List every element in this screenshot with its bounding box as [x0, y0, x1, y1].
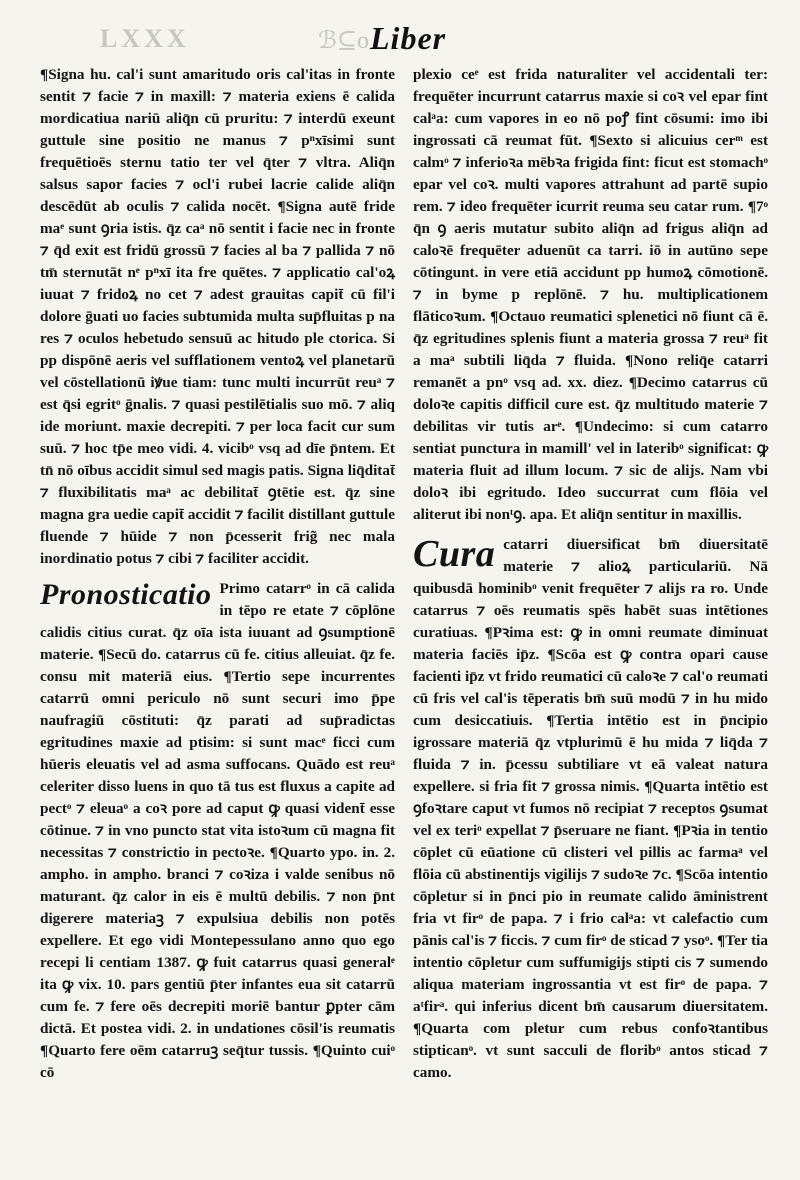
paragraph-complexio: plexio ceᵉ est frida naturaliter vel accidentali ter: frequēter incurrunt catarrus maxie si coꝛ vel epar fint calᵃa: cum vapores in eo nō poꝭ fint cōsumi: imo ibi ingrossati cā reumat fūt. ¶Sexto si alicuius cerᵐ est calmᵒ ⁊ inferioꝛa mēbꝛa frigida fint: ficut est stomachᵒ epar vel coꝛ. multi vapores attrahunt ad partē supio rem. ⁊ ideo frequēter icurrit reuma seu catar rum. ¶7ᵒ q̄n ꝯ aeris mutatur subito aliq̄n ad frigus aliq̄n ad caloꝛē frequēter aduenūt ca tarri. iō in autūno sepe cōtingunt. in vere etiā accidunt pp humoꝝ cōmotionē. ⁊ in byme p replōnē. ⁊ hu. multiplicationem flāticoꝛum. ¶Octauo reumatici splenetici nō fiunt cā ē. q̄z egritudines splenis fiunt a materia grossa ⁊ reuᵃ fit a maᵃ subtili liq̄da ⁊ fluida. ¶Nono reliq̄e catarri remanēt a pnᵒ vsq ad. xx. diez. ¶Decimo catarrus cū doloꝛe capitis difficil cure est. q̄z multitudo materie ⁊ debilitas vir tutis arᵉ. ¶Undecimo: si cum catarro sentiat punctura in mamill' vel in lateribᵒ significat: ꝙ materia fluit ad illum locum. ⁊ sic de alijs. Nam vbi doloꝛ ibi egritudo. Ideo succurrat cum flōia vel aliterut ibi nonᵗꝯ. apa. Et aliq̄n sentitur in maxillis. — [413, 66, 768, 523]
left-column — [40, 64, 395, 1084]
paragraph-pronosticatio — [40, 578, 395, 1084]
right-column — [413, 64, 768, 1084]
page-header — [0, 14, 800, 58]
running-title: Liber — [370, 20, 447, 56]
cura-text: catarri diuersificat bm̄ diuersitatē materie ⁊ alioꝝ particulariū. Nā quibusdā hominibᵒ venit frequēter ⁊ alijs ra ro. Unde catarrus ⁊ oēs reumatis spēs habēt suas intētiones curatiuas. ¶Pꝛima est: ꝙ in omni reumate diminuat materia faciēs ip̄z. ¶Scōa est ꝙ contra opari cause facienti ip̄z vt frido reumatici cū caloꝛe ⁊ cal'o reumati cū fris vel cal'is tēperatis bm̄ suū modū ⁊ in hu mido cum desiccatiuis. ¶Tertia intētio est in p̄ncipio igrossare materiā q̄z vtplurimū ē hu mida ⁊ liq̄da ⁊ fluida ⁊ in. p̄cessu subtiliare vt eā valeat natura expellere. si fria fit ⁊ grossa nimis. ¶Quarta intētio est ꝯfoꝛtare caput vt fumos nō recipiat ⁊ receptos ꝯsumat vel ex teriᵒ expellat ⁊ p̄seruare ne fiant. ¶Pꝛia in tentio cōplet cū eūatione cū clisteri vel pillis ac farmaᵃ vel flōia cū abstinentijs vigilijs ⁊ sudoꝛe ⁊c. ¶Scōa intentio cōpletur si in p̄nci pio in reumate calido āministrent fria vt firᵒ de papa. ⁊ i frio calᵃa: vt calefactio cum pānis cal'is ⁊ ficcis. ⁊ cum firᵒ de sticad ⁊ ysoᵒ. ¶Ter tia intentio cōpletur cum suffumigijs stipti cis ⁊ sumendo aliqua materiam ingrossantia vt est firᵒ de papa. ⁊ aᵗfirᵃ. qui inferius dicent bm̄ causarum diuersitatem. ¶Quarta com pletur cum rebus confoꝛtantibus stipticanᵒ. vt sunt sacculi de floribᵒ antos sticad ⁊ camo. — [413, 536, 768, 1081]
heading-pronosticatio: Pronosticatio — [40, 578, 212, 611]
paragraph-cura — [413, 534, 768, 1084]
paragraph-signa: ¶Signa hu. cal'i sunt amaritudo oris cal'itas in fronte sentit ⁊ facie ⁊ in maxill: ⁊ materia exiens ē calida mordicatiua nariū aliq̄n cū pruritu: ⁊ interdū exeunt guttule sine positio ne manus ⁊ pⁿxīsimi sunt frequētioēs sternu tatio ter vel q̄ter ⁊ vltra. Aliq̄n salsus sapor facies ⁊ ocl'i rubei lacrie calide aliq̄n descēdūt ab oculis ⁊ calida nocēt. ¶Signa autē fride maᵉ sunt ꝯria istis. q̄z caᵃ nō sentit i facie nec in fronte ⁊ q̄d exit est fridū grossū ⁊ facies al ba ⁊ pallida ⁊ nō tm̄ sternutāt nᵉ pⁿxī ita fre quētes. ⁊ applicatio cal'oꝝ iuuat ⁊ fridoꝝ no cet ⁊ adest grauitas capit̄ cū fil'i dolore ḡuati uo facies subtumida multa sup̄fluitas p na res ⁊ oculos hebetudo sensuū ac hitudo ple ctorica. Si pp dispōnē aeris vel sufflationem ventoꝝ vel planetarū vel cōstellationū iꝟue tiam: tunc multi incurrūt reuᵃ ⁊ est q̄si egritᵒ ḡnalis. ⁊ quasi pestilētialis suo mō. ⁊ aliq ide moriunt. maxie decrepiti. ⁊ per loca facit cur sum suū. ⁊ hoc tp̄e meo vidi. 4. vicibᵒ vsq ad dīe p̄ntem. Et tn̄ nō oībus accidit simul sed magis patis. Signa liq̄ditat̄ ⁊ fluxibilitatis maᵃ ac debilitat̄ ꝯtētie est. q̄z sine magna gra uedie capit̄ accidit ⁊ facilit distillant guttule fluende ⁊ hūide ⁊ non p̄cesserit frig̃ nec mala inordinatio potus ⁊ cibi ⁊ faciliter accidit. — [40, 66, 395, 567]
heading-cura: Cura — [413, 533, 496, 575]
bleedthrough-mark: ℬ⊆o — [318, 28, 369, 54]
section-gap — [40, 570, 395, 578]
bleedthrough-folio: LXXX — [100, 24, 190, 53]
pronosticatio-text: Primo catarrᵒ in cā calida in tēpo re etate ⁊ cōplōne calidis citius curat. q̄z oīa ista iuuant ad ꝯsumptionē materie. ¶Secū do. catarrus cū fe. citius alleuiat. q̄z fe. consu mit materiā eius. ¶Tertio sepe incurrentes catarrū omni periculo nō sunt securi imo p̄pe naufragiū cōstituti: q̄z parati ad sup̄radictas egritudines maxie ad ptisim: si sunt macᵉ ficci cum hūeris eleuatis vel ad asma suffocans. Quādo est reuᵃ celeriter disso luens in quo tā tus est fluxus a capite ad pectᵒ ⁊ eleuaᵒ a coꝛ pore ad caput ꝙ quasi vident̄ esse cōtinue. ⁊ in vno puncto stat vita istoꝛum cū magna fit necessitas ⁊ constrictio in pectoꝛe. ¶Quarto ypo. in. 2. ampho. in ampho. branci ⁊ coꝛiza i valde senibus nō maturant. q̄z calor in eis ē multū debilis. ⁊ non p̄nt digerere materiaꝫ ⁊ expulsiua debilis non potēs expellere. Et ego vidi Montepessulano anno quo ego recepi li centiam 1387. ꝙ fuit catarrus quasi generalᵉ ita ꝙ vix. 10. pars gentiū p̄ter infantes eua sit catarrū cum fe. ⁊ fere oēs decrepiti moriē bantur ꝑpter cām dictā. Et postea vidi. 2. in undationes cōsil'is reumatis ¶Quarto fere oēm catarruꝫ seq̄tur tussis. ¶Quinto cuiᵒ cō — [40, 580, 395, 1081]
